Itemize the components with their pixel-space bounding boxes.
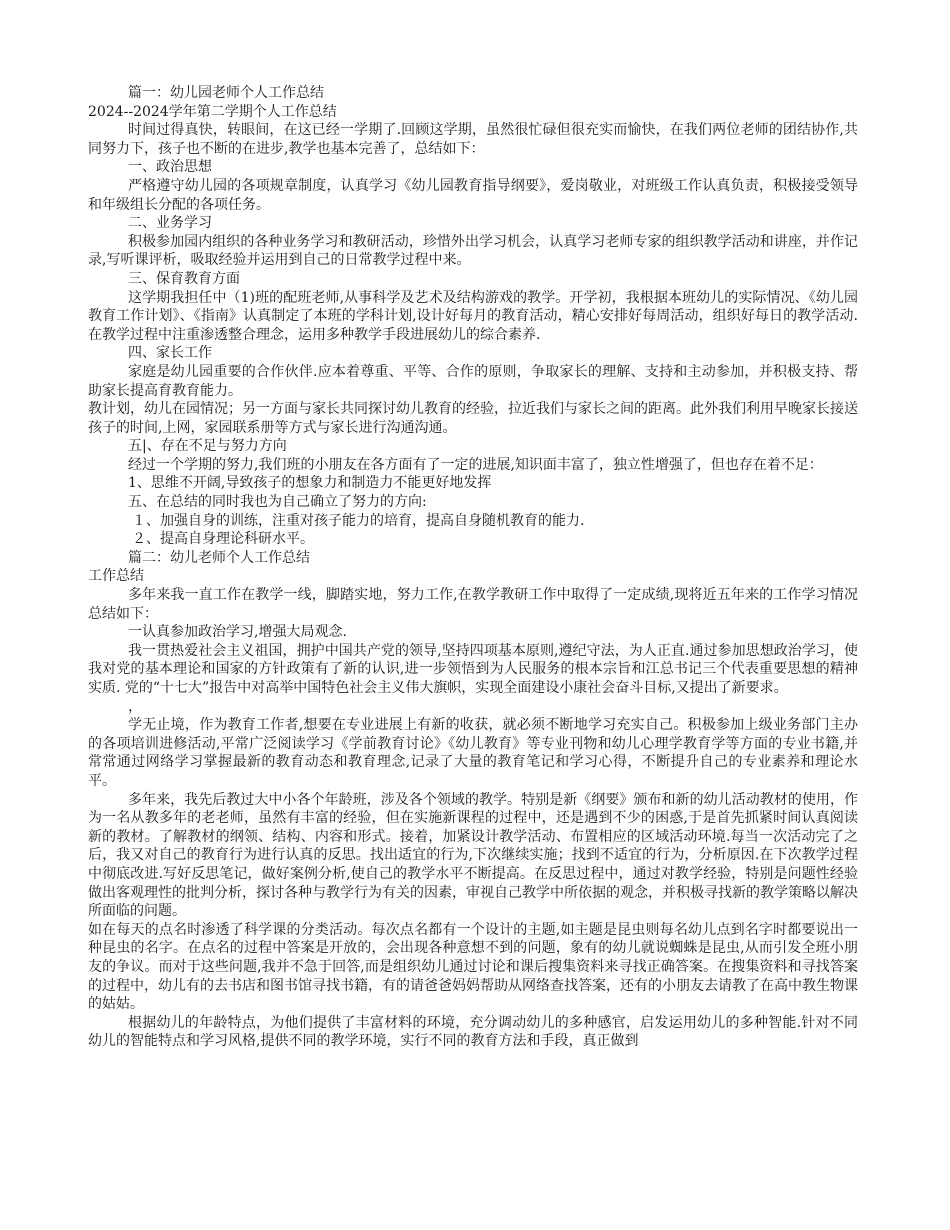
paragraph: 教计划，幼儿在园情况；另一方面与家长共同探讨幼儿教育的经验，拉近我们与家长之间的距离。此外我们利用早晚家长接送孩子的时间,上网，家园联系册等方式与家长进行沟通沟通。 (88, 401, 858, 436)
paragraph: 2024--2024学年第二学期个人工作总结 (88, 103, 337, 120)
paragraph: 家庭是幼儿园重要的合作伙伴.应本着尊重、平等、合作的原则，争取家长的理解、支持和主动参加，并积极支持、帮助家长提高育教育能力。 (88, 363, 858, 399)
paragraph: 这学期我担任中（1)班的配班老师,从事科学及艺术及结构游戏的教学。开学初，我根据本班幼儿的实际情况、《幼儿园教育工作计划》、《指南》认真制定了本班的学科计划,设计好每月的教育活动，精心安排好每周活动，组织好每日的教学活动.在教学过程中注重渗透整合理念，运用多种教学手段进展幼儿的综合素养. (88, 289, 858, 343)
paragraph: 篇二：幼儿老师个人工作总结 (128, 549, 310, 566)
paragraph: 五|、存在不足与努力方向 (128, 438, 287, 455)
paragraph: 如在每天的点名时渗透了科学课的分类活动。每次点名都有一个设计的主题,如主题是昆虫则每名幼儿点到名字时都要说出一种昆虫的名字。在点名的过程中答案是开放的，会出现各种意想不到的问题，象有的幼儿就说蜘蛛是昆虫,从而引发全班小朋友的争议。而对于这些问题,我并不急于回答,而是组织幼儿通过讨论和课后搜集资料来寻找正确答案。在搜集资料和寻找答案的过程中，幼儿有的去书店和图书馆寻找书籍，有的请爸爸妈妈帮助从网络查找答案，还有的小朋友去请教了在高中教生物课的姑姑。 (88, 921, 858, 1013)
paragraph: 积极参加园内组织的各种业务学习和教研活动，珍惜外出学习机会，认真学习老师专家的组织教学活动和讲座，并作记录,写听课评析，吸取经验并运用到自己的日常教学过程中来。 (88, 233, 858, 269)
paragraph: 一、政治思想 (128, 159, 212, 176)
paragraph: １、加强自身的训练，注重对孩子能力的培育，提高自身随机教育的能力. (132, 512, 585, 529)
paragraph: 多年来我一直工作在教学一线，脚踏实地，努力工作,在教学教研工作中取得了一定成绩,现将近五年来的工作学习情况总结如下： (88, 587, 858, 622)
paragraph: 工作总结 (88, 568, 144, 585)
paragraph: 四、家长工作 (128, 345, 212, 362)
paragraph: 二、业务学习 (128, 215, 212, 232)
document-body (88, 84, 858, 1051)
paragraph: 五、在总结的同时我也为自己确立了努力的方向: (128, 494, 427, 511)
paragraph: 三、保育教育方面 (128, 270, 240, 287)
paragraph: 多年来，我先后教过大中小各个年龄班，涉及各个领域的教学。特别是新《纲要》颁布和新的幼儿活动教材的使用，作为一名从教多年的老老师，虽然有丰富的经验，但在实施新课程的过程中，还是遇到不少的困惑,于是首先抓紧时间认真阅读新的教材。了解教材的纲领、结构、内容和形式。接着，加紧设计教学活动、布置相应的区域活动环境.每当一次活动完了之后，我又对自己的教育行为进行认真的反思。找出适宜的行为,下次继续实施；找到不适宜的行为，分析原因.在下次教学过程中彻底改进.写好反思笔记，做好案例分析,使自己的教学水平不断提高。在反思过程中，通过对教学经验，特别是问题性经验做出客观理性的批判分析，探讨各种与教学行为有关的因素，审视自己教学中所依据的观念，并积极寻找新的教学策略以解决所面临的问题。 (88, 791, 858, 920)
paragraph: 1、思维不开阔,导致孩子的想象力和制造力不能更好地发挥 (128, 475, 492, 492)
paragraph: 一认真参加政治学习,增强大局观念. (128, 624, 347, 641)
paragraph: 根据幼儿的年龄特点，为他们提供了丰富材料的环境，充分调动幼儿的多种感官，启发运用幼儿的多种智能.针对不同幼儿的智能特点和学习风格,提供不同的教学环境，实行不同的教育方法和手段，真正做到 (88, 1014, 858, 1050)
paragraph: ２、提高自身理论科研水平。 (132, 531, 314, 548)
paragraph: 学无止境，作为教育工作者,想要在专业进展上有新的收获，就必须不断地学习充实自己。积极参加上级业务部门主办的各项培训进修活动,平常广泛阅读学习《学前教育讨论》《幼儿教育》等专业刊物和幼儿心理学教育学等方面的专业书籍,并常常通过网络学习掌握最新的教育动态和教育理念,记录了大量的教育笔记和学习心得，不断提升自己的专业素养和理论水平。 (88, 717, 858, 789)
paragraph: 严格遵守幼儿园的各项规章制度，认真学习《幼儿园教育指导纲要》，爱岗敬业，对班级工作认真负责，积极接受领导和年级组长分配的各项任务。 (88, 177, 858, 213)
paragraph: 经过一个学期的努力,我们班的小朋友在各方面有了一定的进展,知识面丰富了，独立性增强了，但也存在着不足： (128, 456, 823, 473)
paragraph: 我一贯热爱社会主义祖国，拥护中国共产党的领导,坚持四项基本原则,遵纪守法，为人正直.通过参加思想政治学习，使我对党的基本理论和国家的方针政策有了新的认识,进一步领悟到为人民服务的根本宗旨和江总书记三个代表重要思想的精神实质. 党的“十七大”报告中对高举中国特色社会主义伟大旗帜，实现全面建设小康社会奋斗目标,又提出了新要求。 (88, 642, 858, 696)
paragraph: 篇一：幼儿园老师个人工作总结 (128, 85, 324, 101)
paragraph: 时间过得真快，转眼间，在这已经一学期了.回顾这学期，虽然很忙碌但很充实而愉快，在我们两位老师的团结协作,共同努力下，孩子也不断的在进步,教学也基本完善了，总结如下： (88, 122, 858, 157)
paragraph: ， (128, 698, 142, 715)
